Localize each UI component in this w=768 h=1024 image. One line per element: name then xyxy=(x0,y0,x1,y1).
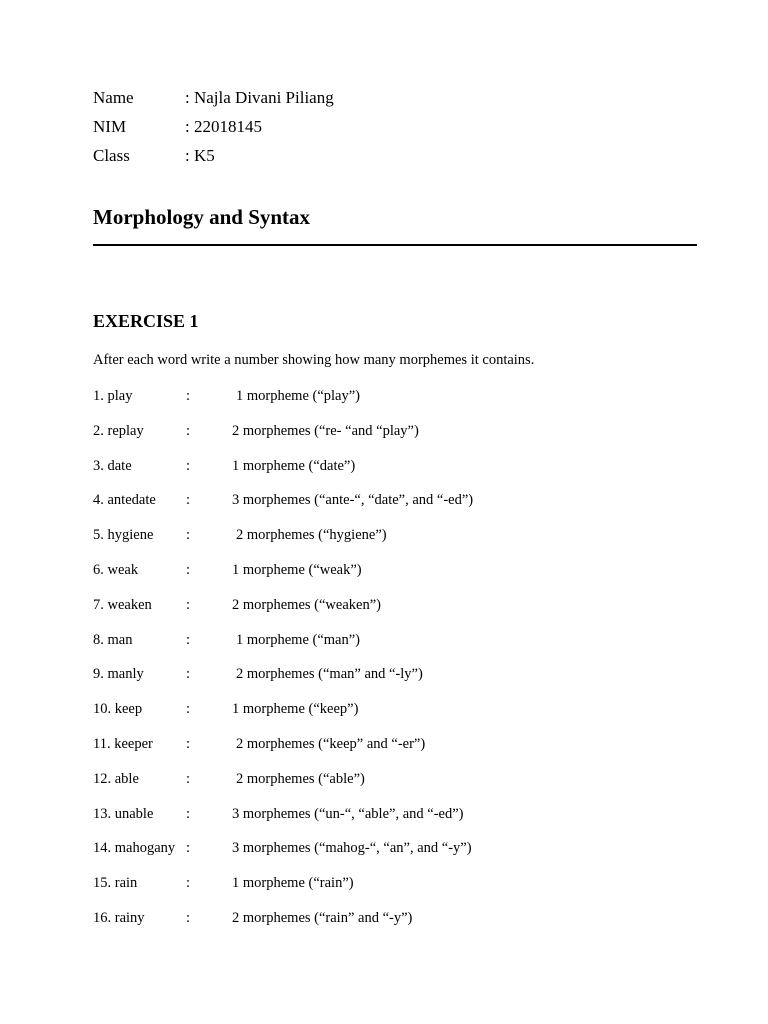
exercise-word: 1. play xyxy=(93,388,133,404)
exercise-answer: 3 morphemes (“un-“, “able”, and “-ed”) xyxy=(232,805,464,822)
exercise-separator: : xyxy=(186,840,191,857)
exercise-separator: : xyxy=(186,875,191,892)
exercise-word: 7. weaken xyxy=(93,596,152,613)
exercise-separator: : xyxy=(186,527,191,544)
exercise-answer: 2 morphemes (“rain” and “-y”) xyxy=(232,910,413,926)
exercise-answer: 2 morphemes (“re- “and “play”) xyxy=(232,422,419,439)
exercise-answer: 1 morpheme (“keep”) xyxy=(232,701,359,718)
exercise-separator: : xyxy=(186,666,191,683)
exercise-word: 5. hygiene xyxy=(93,527,154,544)
name-value: : Najla Divani Piliang xyxy=(185,88,334,107)
exercise-answer: 3 morphemes (“mahog-“, “an”, and “-y”) xyxy=(232,840,472,857)
exercise-separator: : xyxy=(186,736,191,752)
name-label: Name xyxy=(93,88,134,107)
exercise-answer: 2 morphemes (“able”) xyxy=(236,770,365,787)
exercise-answer: 1 morpheme (“rain”) xyxy=(232,875,354,892)
exercise-separator: : xyxy=(186,910,191,926)
exercise-answer: 1 morpheme (“date”) xyxy=(232,457,356,474)
exercise-heading: EXERCISE 1 xyxy=(93,311,199,331)
exercise-answer: 2 morphemes (“weaken”) xyxy=(232,596,381,613)
exercise-separator: : xyxy=(186,770,191,787)
exercise-answer: 1 morpheme (“man”) xyxy=(236,631,361,648)
nim-value: : 22018145 xyxy=(185,117,262,136)
exercise-separator: : xyxy=(186,492,191,509)
exercise-answer: 2 morphemes (“man” and “-ly”) xyxy=(236,666,423,683)
exercise-word: 9. manly xyxy=(93,666,144,683)
exercise-word: 14. mahogany xyxy=(93,840,176,857)
exercise-word: 8. man xyxy=(93,631,133,648)
exercise-word: 3. date xyxy=(93,457,132,474)
exercise-word: 4. antedate xyxy=(93,492,156,509)
exercise-word: 12. able xyxy=(93,770,139,787)
exercise-word: 2. replay xyxy=(93,422,144,439)
title-divider xyxy=(93,244,697,246)
exercise-word: 11. keeper xyxy=(93,736,153,752)
exercise-separator: : xyxy=(186,701,191,718)
exercise-word: 13. unable xyxy=(93,805,154,822)
exercise-answer: 1 morpheme (“play”) xyxy=(236,388,361,404)
exercise-instruction: After each word write a number showing how many morphemes it contains. xyxy=(93,352,535,368)
exercise-answer: 2 morphemes (“keep” and “-er”) xyxy=(236,736,426,752)
exercise-answer: 1 morpheme (“weak”) xyxy=(232,562,362,578)
class-value: : K5 xyxy=(185,146,215,165)
exercise-word: 10. keep xyxy=(93,701,143,718)
exercise-word: 15. rain xyxy=(93,875,138,892)
exercise-answer: 3 morphemes (“ante-“, “date”, and “-ed”) xyxy=(232,492,474,509)
exercise-separator: : xyxy=(186,388,191,404)
exercise-answer: 2 morphemes (“hygiene”) xyxy=(236,527,387,544)
exercise-separator: : xyxy=(186,805,191,822)
exercise-word: 16. rainy xyxy=(93,910,145,926)
nim-label: NIM xyxy=(93,117,127,136)
exercise-separator: : xyxy=(186,422,191,439)
exercise-separator: : xyxy=(186,562,191,578)
exercise-separator: : xyxy=(186,596,191,613)
exercise-word: 6. weak xyxy=(93,562,139,578)
exercise-separator: : xyxy=(186,631,191,648)
document-title: Morphology and Syntax xyxy=(93,205,311,229)
exercise-separator: : xyxy=(186,457,191,474)
class-label: Class xyxy=(93,146,130,165)
